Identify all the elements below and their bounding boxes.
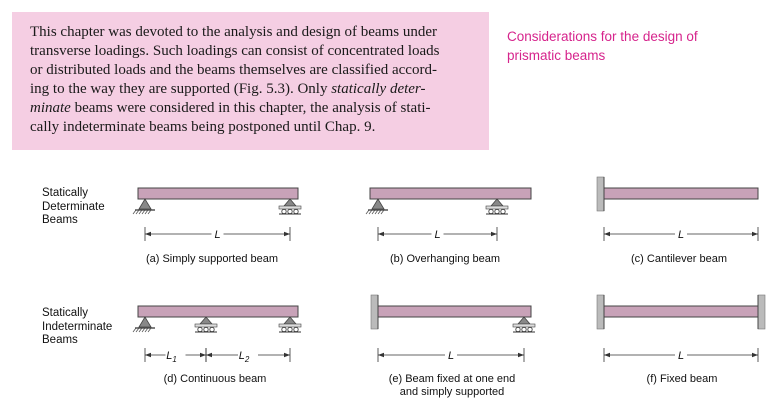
roller-wheel bbox=[288, 209, 292, 213]
support-hatch bbox=[139, 210, 142, 214]
fixed-wall bbox=[371, 295, 378, 329]
pin-support bbox=[139, 317, 151, 327]
roller-support bbox=[284, 199, 296, 206]
dimension-arrow bbox=[378, 353, 384, 357]
dimension-label: L bbox=[677, 229, 685, 241]
summary-text-run: This chapter was devoted to the analysis and design of beams under bbox=[30, 24, 437, 40]
fixed-wall bbox=[597, 295, 604, 329]
roller-wheel bbox=[516, 327, 520, 331]
figure-caption: (f) Fixed beam bbox=[646, 373, 718, 385]
margin-note-line: prismatic beams bbox=[507, 48, 606, 63]
figure-b-overhanging bbox=[366, 188, 531, 265]
roller-wheel bbox=[522, 327, 526, 331]
dimension-arrow bbox=[491, 232, 497, 236]
roller-wheel bbox=[288, 327, 292, 331]
dimension-arrow bbox=[378, 232, 384, 236]
dimension-arrow bbox=[206, 353, 212, 357]
dimension-subscript: 1 bbox=[172, 355, 177, 364]
summary-text-run: beams were considered in this chapter, the analysis of stati- bbox=[70, 100, 431, 116]
support-hatch bbox=[375, 210, 378, 214]
fixed-wall bbox=[758, 295, 765, 329]
dimension-label: $L_2$ bbox=[238, 350, 250, 364]
row-label-line: Indeterminate bbox=[42, 320, 113, 333]
dimension-label: L bbox=[677, 350, 685, 362]
support-hatch bbox=[378, 210, 381, 214]
support-hatch bbox=[136, 210, 139, 214]
dimension-label: L bbox=[447, 350, 455, 362]
roller-support bbox=[518, 317, 530, 324]
row-label-line: Statically bbox=[42, 307, 89, 319]
summary-text-run: cally indeterminate beams being postponed until Chap. 9. bbox=[30, 119, 376, 135]
beam bbox=[378, 306, 531, 317]
pin-support bbox=[372, 199, 384, 209]
beam bbox=[604, 306, 758, 317]
dimension-arrow bbox=[145, 232, 151, 236]
roller-plate bbox=[513, 324, 535, 327]
dimension-arrow bbox=[752, 353, 758, 357]
roller-wheel bbox=[528, 327, 532, 331]
roller-plate bbox=[279, 206, 301, 209]
beam bbox=[370, 188, 531, 199]
figure-caption: (b) Overhanging beam bbox=[389, 253, 501, 265]
roller-wheel bbox=[282, 327, 286, 331]
row-label-line: Statically bbox=[42, 187, 89, 199]
dimension-label: L bbox=[214, 229, 221, 241]
roller-wheel bbox=[204, 327, 208, 331]
support-hatch bbox=[372, 210, 375, 214]
row-label-line: Determinate bbox=[42, 200, 105, 213]
roller-wheel bbox=[294, 209, 298, 213]
margin-note-line: Considerations for the design of bbox=[507, 29, 698, 44]
support-hatch bbox=[369, 210, 372, 214]
row-label-line: Beams bbox=[42, 334, 78, 346]
dimension-arrow bbox=[284, 353, 290, 357]
dimension-arrow bbox=[518, 353, 524, 357]
figure-caption: (a) Simply supported beam bbox=[145, 253, 279, 265]
support-hatch bbox=[133, 210, 136, 214]
dimension-arrow bbox=[604, 232, 610, 236]
pin-support bbox=[139, 199, 151, 209]
beam bbox=[138, 188, 298, 199]
support-hatch bbox=[145, 210, 148, 214]
support-hatch bbox=[133, 328, 136, 332]
support-hatch bbox=[381, 210, 384, 214]
dimension-arrow bbox=[200, 353, 206, 357]
figure-d-continuous bbox=[133, 306, 301, 385]
dimension-label: $L_1$ bbox=[166, 350, 177, 364]
summary-text-run: statically deter- bbox=[331, 81, 426, 97]
roller-wheel bbox=[282, 209, 286, 213]
figure-caption: (e) Beam fixed at one end bbox=[388, 373, 516, 385]
roller-support bbox=[491, 199, 503, 206]
support-hatch bbox=[148, 210, 151, 214]
row-label-line: Beams bbox=[42, 214, 78, 226]
dimension-arrow bbox=[284, 232, 290, 236]
figure-e-fixed-and-supported bbox=[371, 295, 535, 398]
dimension-label: L bbox=[434, 229, 441, 241]
dimension-subscript: 2 bbox=[244, 355, 250, 364]
summary-text-run: transverse loadings. Such loadings can consist of concentrated loads bbox=[30, 43, 440, 59]
roller-wheel bbox=[210, 327, 214, 331]
roller-plate bbox=[195, 324, 217, 327]
figure-c-cantilever bbox=[597, 177, 758, 265]
summary-text-run: or distributed loads and the beams themselves are classified accord- bbox=[30, 62, 437, 78]
summary-text-run: ing to the way they are supported (Fig. 5.3). Only bbox=[30, 81, 332, 97]
roller-wheel bbox=[198, 327, 202, 331]
support-hatch bbox=[142, 210, 145, 214]
figure-caption: and simply supported bbox=[399, 386, 505, 398]
roller-wheel bbox=[495, 209, 499, 213]
roller-plate bbox=[486, 206, 508, 209]
beam bbox=[604, 188, 758, 199]
roller-plate bbox=[279, 324, 301, 327]
summary-text-run: minate bbox=[30, 100, 71, 116]
dimension-arrow bbox=[752, 232, 758, 236]
roller-wheel bbox=[294, 327, 298, 331]
roller-support bbox=[200, 317, 212, 324]
support-hatch bbox=[366, 210, 369, 214]
beam bbox=[138, 306, 298, 317]
roller-wheel bbox=[501, 209, 505, 213]
figure-caption: (c) Cantilever beam bbox=[631, 253, 727, 265]
roller-support bbox=[284, 317, 296, 324]
figure-f-fixed-beam bbox=[597, 295, 765, 385]
figure-caption: (d) Continuous beam bbox=[163, 373, 267, 385]
dimension-arrow bbox=[145, 353, 151, 357]
dimension-arrow bbox=[604, 353, 610, 357]
roller-wheel bbox=[489, 209, 493, 213]
fixed-wall bbox=[597, 177, 604, 211]
figure-a-simply-supported bbox=[133, 188, 301, 265]
